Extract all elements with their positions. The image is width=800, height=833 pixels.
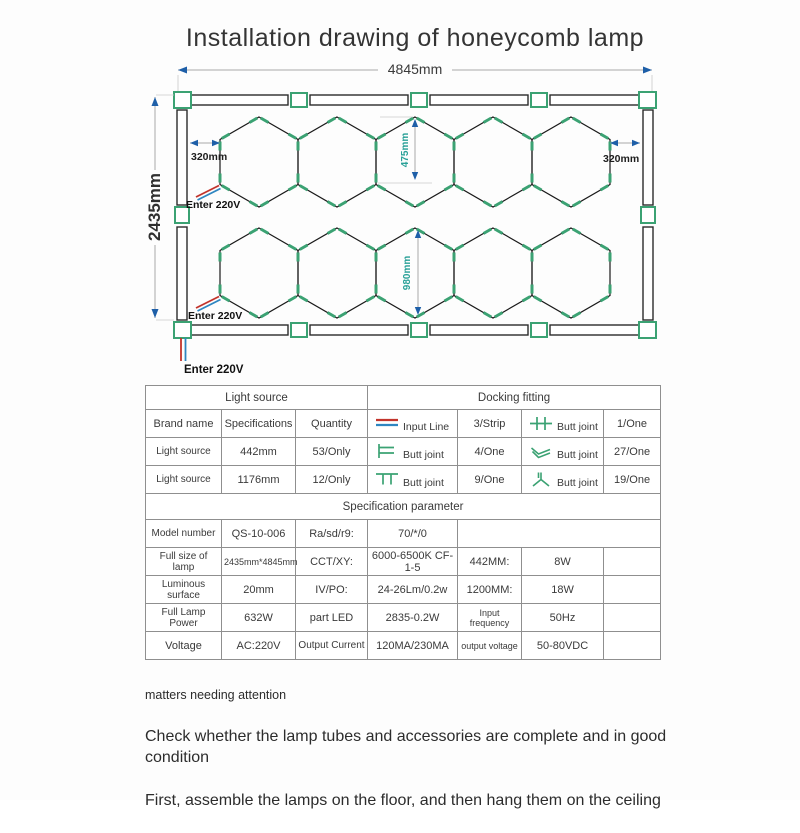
power-wire-row1-icon (196, 186, 221, 201)
elbow-joint-icon (528, 442, 554, 460)
spec-model-empty (458, 520, 661, 548)
power-label-row2: Enter 220V (188, 310, 243, 322)
light-row2-qty: 12/Only (296, 466, 368, 494)
corner-joint-icon (374, 442, 400, 460)
spec-1200-label: 1200MM: (458, 576, 522, 604)
spec-current-value: 120MA/230MA (368, 632, 458, 660)
spec-ra-label: Ra/sd/r9: (296, 520, 368, 548)
page-title: Installation drawing of honeycomb lamp (185, 24, 645, 52)
spec-442-value: 8W (522, 548, 604, 576)
dim-hex-row1-label: 475mm (400, 132, 411, 168)
dimension-gap-left (190, 140, 227, 163)
spec-1200-value: 18W (522, 576, 604, 604)
light-row1-brand: Light source (146, 438, 222, 466)
spec-power-label: Full Lamp Power (146, 604, 222, 632)
light-source-header: Light source (146, 386, 368, 410)
input-line-icon (374, 414, 400, 432)
spec-row3-empty (604, 604, 661, 632)
input-line-label: Input Line (403, 421, 450, 433)
spec-row2-empty (604, 576, 661, 604)
honeycomb-drawing-svg (140, 55, 670, 385)
power-wire-row2-icon (196, 297, 221, 312)
spec-cct-label: CCT/XY: (296, 548, 368, 576)
spec-ivpo-label: IV/PO: (296, 576, 368, 604)
light-row1-qty: 53/Only (296, 438, 368, 466)
docking-fitting-header: Docking fitting (368, 386, 661, 410)
dimension-overall-height (145, 95, 174, 320)
col-quantity: Quantity (296, 410, 368, 438)
notes-assemble-line: First, assemble the lamps on the floor, and then hang them on the ceiling (145, 792, 661, 810)
notes (145, 688, 673, 833)
power-wire-bottom-icon (181, 338, 186, 361)
spec-freq-label: Input frequency (458, 604, 522, 632)
spec-outvolt-label: output voltage (458, 632, 522, 660)
spec-cct-value: 6000-6500K CF-1-5 (368, 548, 458, 576)
corner-joint-qty: 4/One (458, 438, 522, 466)
input-line-qty: 3/Strip (458, 410, 522, 438)
spec-voltage-label: Voltage (146, 632, 222, 660)
col-brand-name: Brand name (146, 410, 222, 438)
spec-row4-empty (604, 632, 661, 660)
tee-joint-label: Butt joint (403, 477, 444, 489)
spec-parameter-header: Specification parameter (146, 494, 661, 520)
spec-size-value: 2435mm*4845mm (222, 548, 296, 576)
spec-442-label: 442MM: (458, 548, 522, 576)
spec-voltage-value: AC:220V (222, 632, 296, 660)
dim-gap-left-label: 320mm (191, 151, 228, 163)
light-row2-spec: 1176mm (222, 466, 296, 494)
spec-luminous-label: Luminous surface (146, 576, 222, 604)
notes-heading: matters needing attention (145, 688, 287, 702)
light-row2-brand: Light source (146, 466, 222, 494)
spec-luminous-value: 20mm (222, 576, 296, 604)
light-row1-spec: 442mm (222, 438, 296, 466)
cross-joint-qty: 1/One (604, 410, 661, 438)
wye-joint-qty: 19/One (604, 466, 661, 494)
dim-overall-width-label: 4845mm (387, 61, 443, 77)
spec-model-value: QS-10-006 (222, 520, 296, 548)
cross-joint-icon (528, 414, 554, 432)
spec-freq-value: 50Hz (522, 604, 604, 632)
elbow-joint-qty: 27/One (604, 438, 661, 466)
dim-gap-right-label: 320mm (603, 153, 640, 165)
tee-joint-qty: 9/One (458, 466, 522, 494)
dim-hex-row2-label: 980mm (402, 255, 413, 291)
spec-current-label: Output Current (296, 632, 368, 660)
spec-table (145, 385, 661, 660)
dimension-hex-row1 (378, 117, 432, 183)
dim-overall-height-label: 2435mm (145, 172, 164, 242)
dimension-hex-row2 (402, 230, 421, 315)
power-label-bottom: Enter 220V (184, 364, 244, 376)
spec-power-value: 632W (222, 604, 296, 632)
dimension-overall-width (178, 61, 652, 91)
spec-ivpo-value: 24-26Lm/0.2w (368, 576, 458, 604)
elbow-joint-label: Butt joint (557, 449, 598, 461)
spec-partled-value: 2835-0.2W (368, 604, 458, 632)
notes-check-line: Check whether the lamp tubes and accessories are complete and in good condition (145, 728, 667, 767)
power-label-row1: Enter 220V (186, 199, 241, 211)
spec-partled-label: part LED (296, 604, 368, 632)
corner-joint-label: Butt joint (403, 449, 444, 461)
spec-model-label: Model number (146, 520, 222, 548)
spec-row1-empty (604, 548, 661, 576)
tee-joint-icon (374, 470, 400, 488)
spec-size-label: Full size of lamp (146, 548, 222, 576)
cross-joint-label: Butt joint (557, 421, 598, 433)
wye-joint-icon (528, 470, 554, 488)
wye-joint-label: Butt joint (557, 477, 598, 489)
col-specifications: Specifications (222, 410, 296, 438)
spec-outvolt-value: 50-80VDC (522, 632, 604, 660)
spec-ra-value: 70/*/0 (368, 520, 458, 548)
